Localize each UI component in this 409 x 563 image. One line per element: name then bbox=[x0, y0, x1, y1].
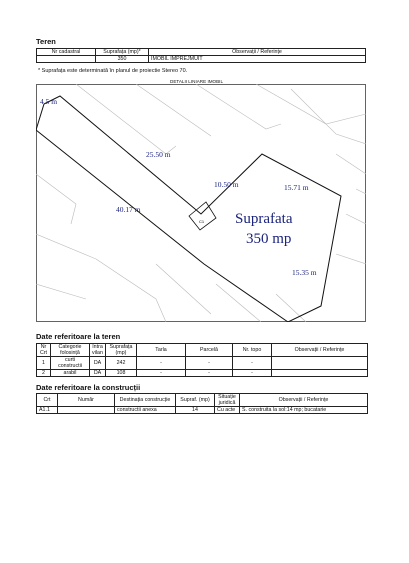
col-observatii: Observații / Referințe bbox=[272, 344, 368, 357]
cell: DA bbox=[90, 370, 106, 377]
cell: 2 bbox=[37, 370, 51, 377]
cell: arabil bbox=[51, 370, 90, 377]
cell: - bbox=[186, 370, 233, 377]
cell: curti constructii bbox=[51, 357, 90, 370]
length-label-40-17: 40.17 m bbox=[116, 205, 141, 214]
sketch-title: DETALII LINIARE IMOBIL bbox=[170, 79, 224, 84]
length-label-4-5: 4.5 m bbox=[40, 97, 58, 106]
cell: 14 bbox=[176, 407, 215, 414]
cell: Cu acte bbox=[215, 407, 240, 414]
neighbour-parcels bbox=[36, 84, 366, 322]
table-row bbox=[37, 56, 366, 63]
cell: - bbox=[233, 370, 272, 377]
cell-observatii: IMOBIL IMPREJMUIT bbox=[149, 56, 366, 63]
cell-suprafata: 350 bbox=[96, 56, 149, 63]
col-numar: Număr bbox=[58, 394, 115, 407]
col-nr-cadastral: Nr cadastral bbox=[37, 49, 96, 56]
col-tarla: Tarla bbox=[137, 344, 186, 357]
cell: S. construita la sol:14 mp; bucatarie bbox=[240, 407, 368, 414]
length-label-10-50: 10.50 m bbox=[214, 180, 239, 189]
parcel-sketch bbox=[36, 84, 366, 322]
col-destinatia: Destinația construcție bbox=[115, 394, 176, 407]
cell: DA bbox=[90, 357, 106, 370]
length-label-15-71: 15.71 m bbox=[284, 183, 309, 192]
cell: 108 bbox=[106, 370, 137, 377]
table-row bbox=[37, 407, 368, 414]
area-label-line1: Suprafata bbox=[235, 211, 293, 227]
col-nr-topo: Nr. topo bbox=[233, 344, 272, 357]
date-teren-heading: Date referitoare la teren bbox=[36, 332, 121, 341]
cell: A1.1 bbox=[37, 407, 58, 414]
cell bbox=[272, 357, 368, 370]
col-categorie: Categorie folosință bbox=[51, 344, 90, 357]
table-row bbox=[37, 357, 368, 370]
col-observatii: Observații / Referințe bbox=[149, 49, 366, 56]
length-label-25-50: 25.50 m bbox=[146, 150, 171, 159]
cell: - bbox=[137, 370, 186, 377]
cell bbox=[272, 370, 368, 377]
col-crt: Crt bbox=[37, 394, 58, 407]
parcel-boundary bbox=[36, 96, 341, 322]
cell: 242 bbox=[106, 357, 137, 370]
cell: - bbox=[186, 357, 233, 370]
cell: 1 bbox=[37, 357, 51, 370]
table-row bbox=[37, 370, 368, 377]
cell: - bbox=[233, 357, 272, 370]
building-outline bbox=[189, 202, 216, 230]
col-situatie: Situație juridică bbox=[215, 394, 240, 407]
length-label-15-35: 15.35 m bbox=[292, 268, 317, 277]
building-label: C1 bbox=[199, 219, 205, 224]
stereo-note: * Suprafața este determinată în planul de proiectie Stereo 70. bbox=[38, 68, 188, 74]
col-observatii: Observații / Referințe bbox=[240, 394, 368, 407]
date-teren-table bbox=[36, 343, 368, 377]
teren-table bbox=[36, 48, 366, 63]
col-parcela: Parcelă bbox=[186, 344, 233, 357]
cell-nr-cadastral bbox=[37, 56, 96, 63]
cell: constructii anexa bbox=[115, 407, 176, 414]
date-constructii-heading: Date referitoare la construcții bbox=[36, 383, 141, 392]
col-nr-crt: Nr Crt bbox=[37, 344, 51, 357]
cell bbox=[58, 407, 115, 414]
area-label-line2: 350 mp bbox=[246, 231, 292, 247]
col-suprafata: Suprafața (mp) bbox=[106, 344, 137, 357]
teren-heading: Teren bbox=[36, 37, 56, 46]
sketch-frame bbox=[37, 85, 366, 322]
col-suprafata: Suprafața (mp)* bbox=[96, 49, 149, 56]
col-intravilan: Intra vilan bbox=[90, 344, 106, 357]
col-suprafata: Supraf. (mp) bbox=[176, 394, 215, 407]
cell: - bbox=[137, 357, 186, 370]
date-constructii-table bbox=[36, 393, 368, 414]
